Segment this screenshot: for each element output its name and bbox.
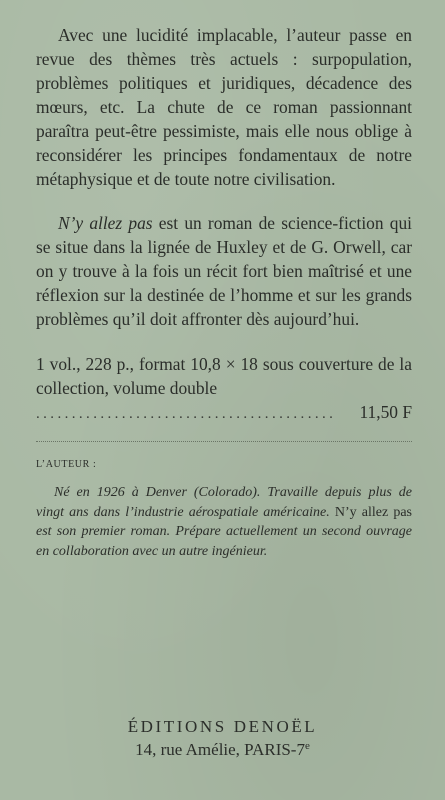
dotted-divider [36,441,412,442]
description-paragraph-1: Avec une lucidité implacable, l’auteur passe en revue des thèmes très actuels : surpopulation, problèmes politiques et juridiques, décadence des mœurs, etc. La chute de ce roman passionnant paraîtra peut-être pessimiste, mais elle nous oblige à reconsidérer les principes fondamentaux de notre métaphysique et de toute notre civilisation. [36,25,412,189]
publisher-address-text: 14, rue Amélie, PARIS-7 [135,740,305,759]
price: 11,50 F [359,402,412,422]
price-line [36,400,412,424]
description-paragraph-2 [36,211,412,331]
author-bio-text-2: est son premier roman. Prépare actuellement un second ouvrage en collaboration avec un autre ingénieur. [36,524,412,559]
description-paragraph-2-text: est un roman de science-fiction qui se situe dans la lignée de Huxley et de G. Orwell, car on y trouve à la fois un récit fort bien maîtrisé et une réflexion sur la destinée de l’homme et sur les grands problèmes qu’il doit affronter dès aujourd’hui. [36,213,413,329]
author-bio-text-1: Né en 1926 à Denver (Colorado). Travaille depuis plus de vingt ans dans l’industrie aérospatiale américaine. [36,485,412,520]
volume-details: 1 vol., 228 p., format 10,8 × 18 sous couverture de la collection, volume double [36,354,412,398]
author-heading: L’AUTEUR : [36,459,97,470]
author-bio [36,483,412,561]
dot-leader: .......................................... [36,406,337,422]
publisher-address [0,739,445,761]
publisher-address-sup: e [304,740,310,752]
publisher-name: ÉDITIONS DENOËL [127,717,318,736]
book-title: N’y allez pas [58,213,153,233]
author-bio-book-title: N’y allez pas [334,504,412,520]
